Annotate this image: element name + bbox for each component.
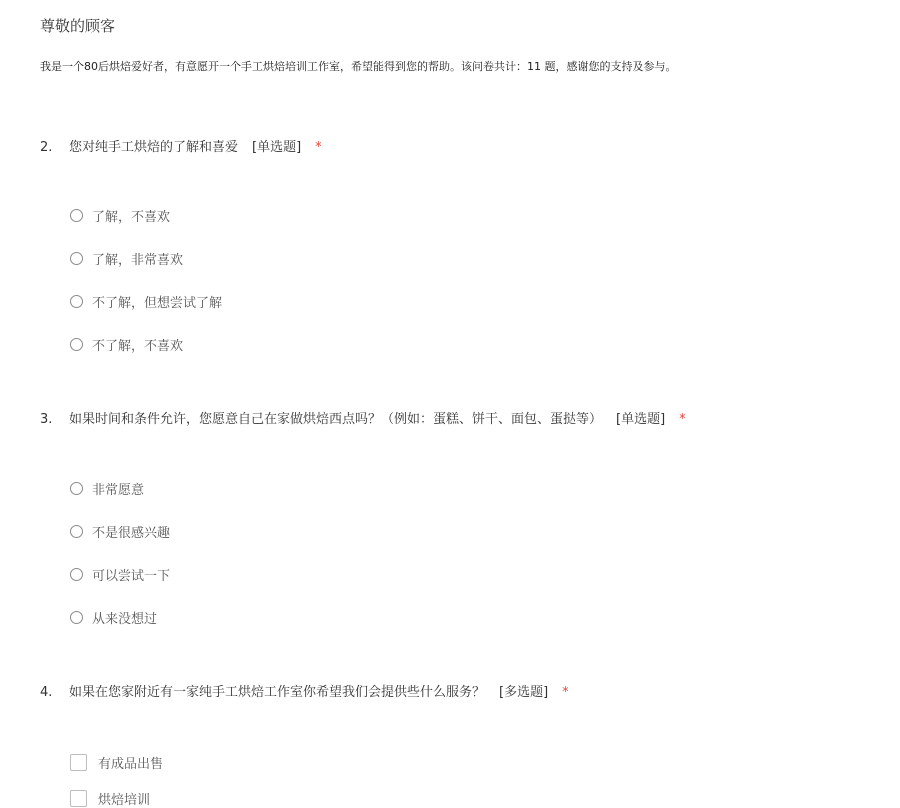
option-label: 从来没想过 [92, 611, 158, 627]
radio-button[interactable] [70, 338, 83, 351]
question-text: 您对纯手工烘焙的了解和喜爱 [69, 140, 239, 155]
survey-intro: 我是一个80后烘焙爱好者，有意愿开一个手工烘焙培训工作室，希望能得到您的帮助。该问卷共计：11 题，感谢您的支持及参与。 [40, 60, 677, 73]
option-label: 不是很感兴趣 [92, 525, 171, 541]
question-text: 如果在您家附近有一家纯手工烘焙工作室你希望我们会提供些什么服务？ [69, 685, 486, 700]
q3-option-2[interactable] [70, 521, 170, 541]
option-label: 烘焙培训 [98, 792, 151, 808]
checkbox[interactable] [70, 754, 87, 771]
q2-option-1[interactable] [70, 205, 170, 225]
question-text: 如果时间和条件允许，您愿意自己在家做烘焙西点吗？（例如：蛋糕、饼干、面包、蛋挞等） [69, 412, 603, 427]
q2-option-3[interactable] [70, 291, 222, 311]
q2-option-4[interactable] [70, 334, 183, 354]
question-type-badge: [多选题] [499, 685, 549, 700]
q2-option-2[interactable] [70, 248, 183, 268]
q3-option-1[interactable] [70, 478, 144, 498]
option-label: 可以尝试一下 [92, 568, 171, 584]
question-number: 4. [40, 685, 53, 700]
radio-button[interactable] [70, 252, 83, 265]
question-3-title [40, 408, 686, 427]
option-label: 不了解，但想尝试了解 [92, 295, 223, 311]
checkbox[interactable] [70, 790, 87, 807]
question-2-title [40, 136, 322, 155]
radio-button[interactable] [70, 209, 83, 222]
radio-button[interactable] [70, 295, 83, 308]
required-marker: * [679, 412, 686, 427]
required-marker: * [562, 685, 569, 700]
required-marker: * [315, 140, 322, 155]
radio-button[interactable] [70, 611, 83, 624]
question-number: 3. [40, 412, 53, 427]
option-label: 有成品出售 [98, 756, 164, 772]
q3-option-4[interactable] [70, 607, 157, 627]
q3-option-3[interactable] [70, 564, 170, 584]
radio-button[interactable] [70, 525, 83, 538]
question-type-badge: [单选题] [616, 412, 666, 427]
radio-button[interactable] [70, 482, 83, 495]
survey-greeting: 尊敬的顾客 [40, 17, 116, 35]
q4-option-2[interactable] [70, 788, 150, 808]
option-label: 不了解，不喜欢 [92, 338, 184, 354]
radio-button[interactable] [70, 568, 83, 581]
q4-option-1[interactable] [70, 752, 163, 772]
question-number: 2. [40, 140, 53, 155]
question-type-badge: [单选题] [252, 140, 302, 155]
question-4-title [40, 681, 569, 700]
option-label: 了解，不喜欢 [92, 209, 171, 225]
option-label: 非常愿意 [92, 482, 145, 498]
option-label: 了解，非常喜欢 [92, 252, 184, 268]
